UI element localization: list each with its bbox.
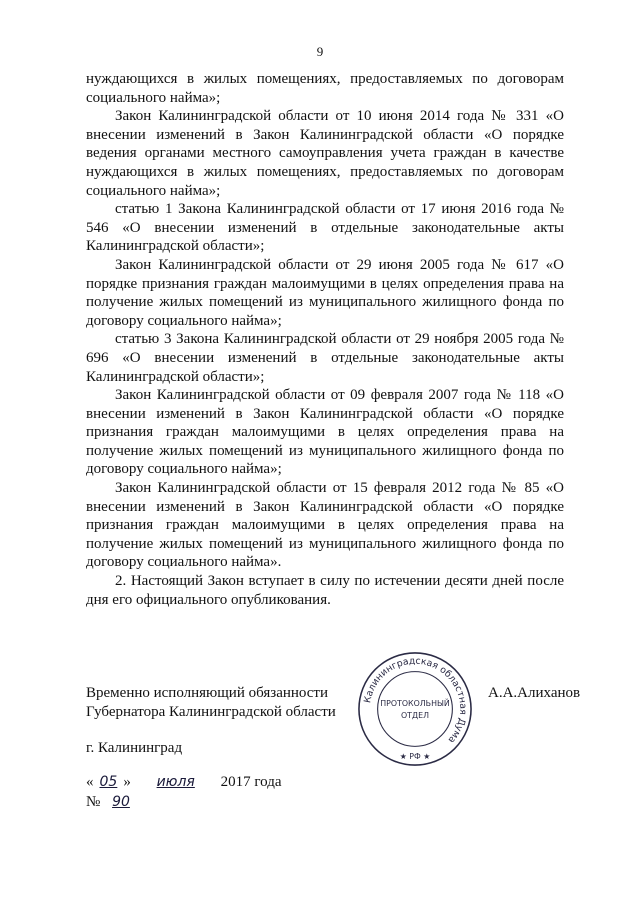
paragraph: Закон Калининградской области от 10 июня 2014 года № 331 «О внесении изменений в Закон Калининградской области «О порядке ведения органами местного самоуправления учета граждан в качестве нуждающихся в жилых помещениях, предоставляемых по договорам социального найма»;: [86, 108, 564, 199]
paragraph: Закон Калининградской области от 15 февраля 2012 года № 85 «О внесении изменений в Закон Калининградской области «О порядке признания граждан малоимущими в целях определения права на получение жилых помещений из муниципального жилищного фонда по договору социального найма».: [86, 480, 564, 571]
paragraph: нуждающихся в жилых помещениях, предоставляемых по договорам социального найма»;: [86, 71, 564, 106]
date-day: 05: [99, 774, 118, 790]
date-year: 2017 года: [220, 774, 282, 790]
page-number: 9: [316, 44, 324, 59]
stamp-center-line: ПРОТОКОЛЬНЫЙ: [380, 699, 450, 709]
paragraph: 2. Настоящий Закон вступает в силу по истечении десяти дней после дня его официального опубликования.: [86, 573, 564, 608]
document-body: [86, 70, 564, 609]
signatory-title-line: Губернатора Калининградской области: [86, 704, 336, 720]
signatory-title-line: Временно исполняющий обязанности: [86, 685, 329, 701]
stamp-bottom-text: ★ РФ ★: [399, 752, 431, 762]
stamp-ring-text: Калининградская областная Дума: [362, 655, 469, 746]
signer-name: А.А.Алиханов: [488, 685, 581, 701]
date-open-quote: «: [86, 774, 94, 790]
law-number: [86, 794, 138, 811]
date-close-quote: »: [123, 774, 131, 790]
stamp-inner-ring: [378, 672, 453, 747]
paragraph: статью 3 Закона Калининградской области от 29 ноября 2005 года № 696 «О внесении изменений в отдельные законодательные акты Калининградской области»;: [86, 331, 564, 385]
paragraph: статью 1 Закона Калининградской области от 17 июня 2016 года № 546 «О внесении изменений в отдельные законодательные акты Калининградской области»;: [86, 201, 564, 255]
number-value: 90: [112, 794, 130, 810]
city: г. Калининград: [86, 740, 183, 756]
stamp-outer-ring: [359, 653, 471, 765]
paragraph: Закон Калининградской области от 29 июня 2005 года № 617 «О порядке признания граждан малоимущими в целях определения права на получение жилых помещений из муниципального жилищного фонда по договору социального найма»;: [86, 256, 564, 329]
signatory-title: [86, 684, 336, 722]
stamp-center-line: ОТДЕЛ: [400, 710, 430, 720]
paragraph: Закон Калининградской области от 09 февраля 2007 года № 118 «О внесении изменений в Закон Калининградской области «О порядке признания граждан малоимущими в целях определения права на получение жилых помещений из муниципального жилищного фонда по договору социального найма»;: [86, 387, 564, 478]
date-month: июля: [156, 774, 195, 790]
signing-date: [86, 774, 281, 791]
number-sign: №: [86, 794, 101, 810]
official-stamp: [356, 650, 474, 768]
